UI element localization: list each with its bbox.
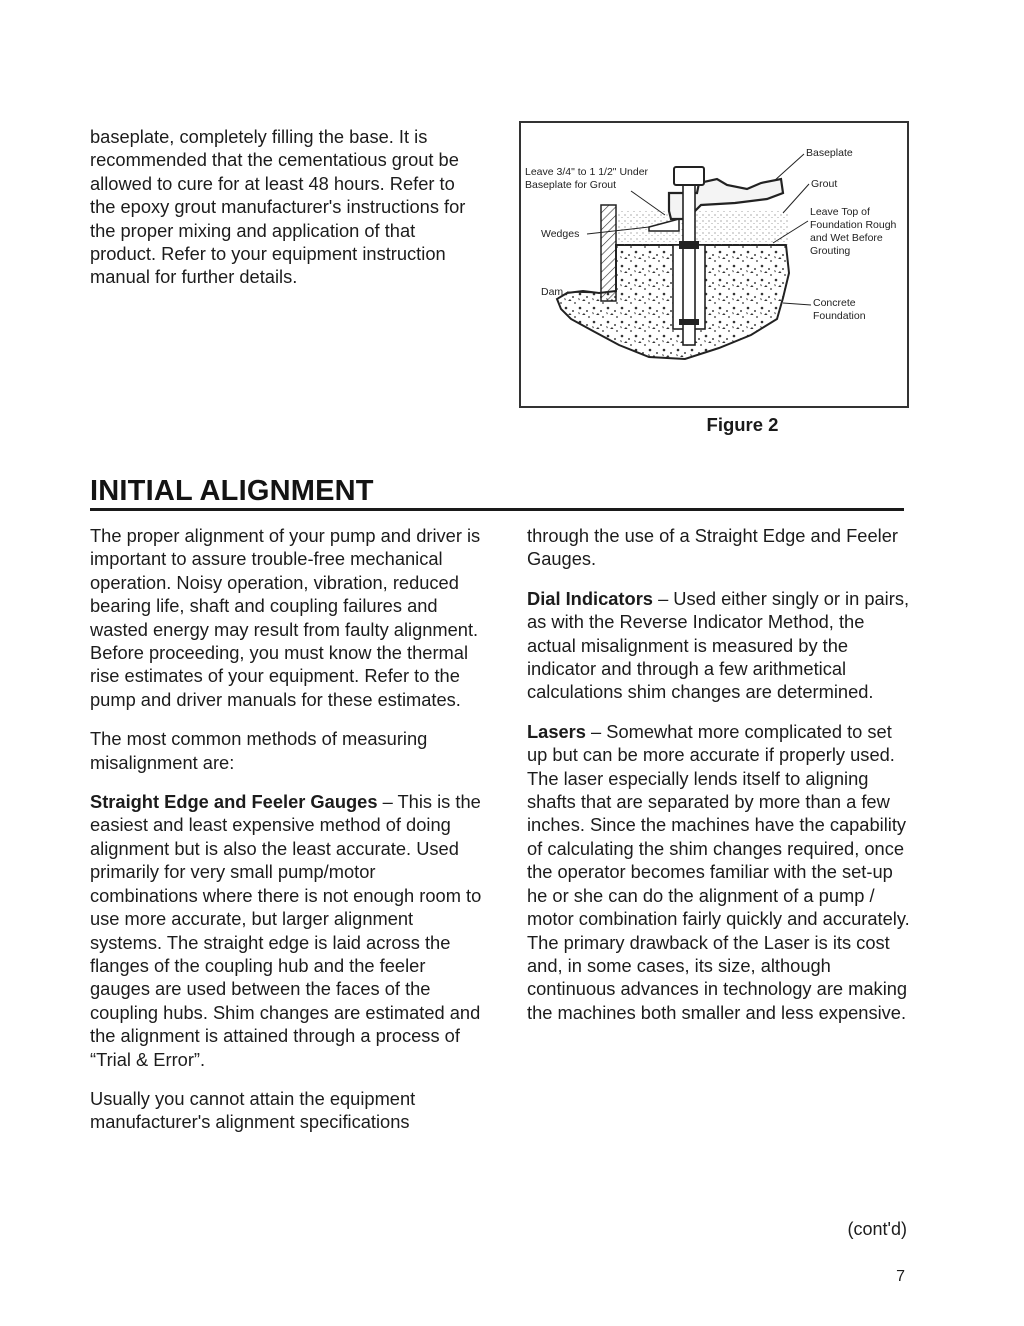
straight-edge-term: Straight Edge and Feeler Gauges [90,791,378,813]
methods-intro-paragraph: The most common methods of measuring misalignment are: [90,728,428,773]
label-leave-under-2: Baseplate for Grout [525,179,617,191]
right-column [527,524,912,1040]
label-leave-under-1: Leave 3/4" to 1 1/2" Under [525,166,649,178]
straight-edge-paragraph [90,790,485,1071]
straight-edge-text: – This is the easiest and least expensive method of doing alignment but is also the least accurate. Used primarily for very small pump/motor combinations where there is not enough room to use more accurate, but larger alignment systems. The straight edge is laid across the flanges of the coupling hub and the feeler gauges are used between the faces of the coupling hubs. Shim changes are estimated and the alignment is attained through a process of “Trial & Error”. [90,791,482,1070]
label-wedges: Wedges [541,228,580,240]
heading-rule [90,508,904,511]
label-dam: Dam [541,286,564,298]
usually-paragraph: Usually you cannot attain the equipment manufacturer's alignment specifications [90,1087,416,1133]
label-leave-top-4: Grouting [810,245,851,257]
page-number: 7 [896,1268,905,1285]
alignment-intro-paragraph: The proper alignment of your pump and driver is important to assure trouble-free mechanical operation. Noisy operation, vibration, reduced bearing life, shaft and coupling failures and wasted energy may result from faulty alignment. Before proceeding, you must know the thermal rise estimates of your equipment. Refer to the pump and driver manuals for these estimates. [90,525,481,710]
label-concrete-1: Concrete [813,297,856,309]
label-leave-top-1: Leave Top of [810,206,870,218]
label-leave-top-3: and Wet Before [810,232,883,244]
continued-label: (cont'd) [847,1219,907,1239]
dial-indicators-paragraph [527,587,912,704]
figure-caption: Figure 2 [706,414,779,435]
lasers-text: – Somewhat more complicated to set up but can be more accurate if properly used. The laser especially lends itself to aligning shafts that are separated by more than a few inches. Since the machines have the capability of calculating the shim changes required, once the operator becomes familiar with the set-up he or she can do the alignment of a pump / motor combination fairly quickly and accurately. The primary drawback of the Laser is its cost and, in some cases, its size, although continuous advances in technology are making the machines both smaller and less expensive. [527,720,910,1023]
lasers-paragraph [527,720,912,1024]
anchor-bolt [683,169,695,345]
grout-diagram-figure [519,121,909,408]
grout-diagram [521,123,907,406]
lasers-term: Lasers [527,720,586,742]
dam [601,205,616,301]
label-leave-top-2: Foundation Rough [810,219,897,231]
label-concrete-2: Foundation [813,310,866,322]
left-column [90,524,485,1150]
bolt-nut [674,167,704,185]
intro-paragraph: baseplate, completely filling the base. It is recommended that the cementatious grout be allowed to cure for at least 48 hours. Refer to the epoxy grout manufacturer's instructions for the proper mixing and application of that product. Refer to your equipment instruction manual for further details. [90,126,466,288]
label-grout: Grout [811,178,838,190]
dial-indicators-term: Dial Indicators [527,587,653,609]
section-heading: INITIAL ALIGNMENT [90,475,374,507]
continuation-paragraph: through the use of a Straight Edge and Feeler Gauges. [527,525,898,570]
dial-indicators-text: – Used either singly or in pairs, as with the Reverse Indicator Method, the actual misalignment is measured by the indicator and through a few arithmetical calculations shim changes are determined. [527,587,910,703]
label-baseplate: Baseplate [806,147,853,159]
